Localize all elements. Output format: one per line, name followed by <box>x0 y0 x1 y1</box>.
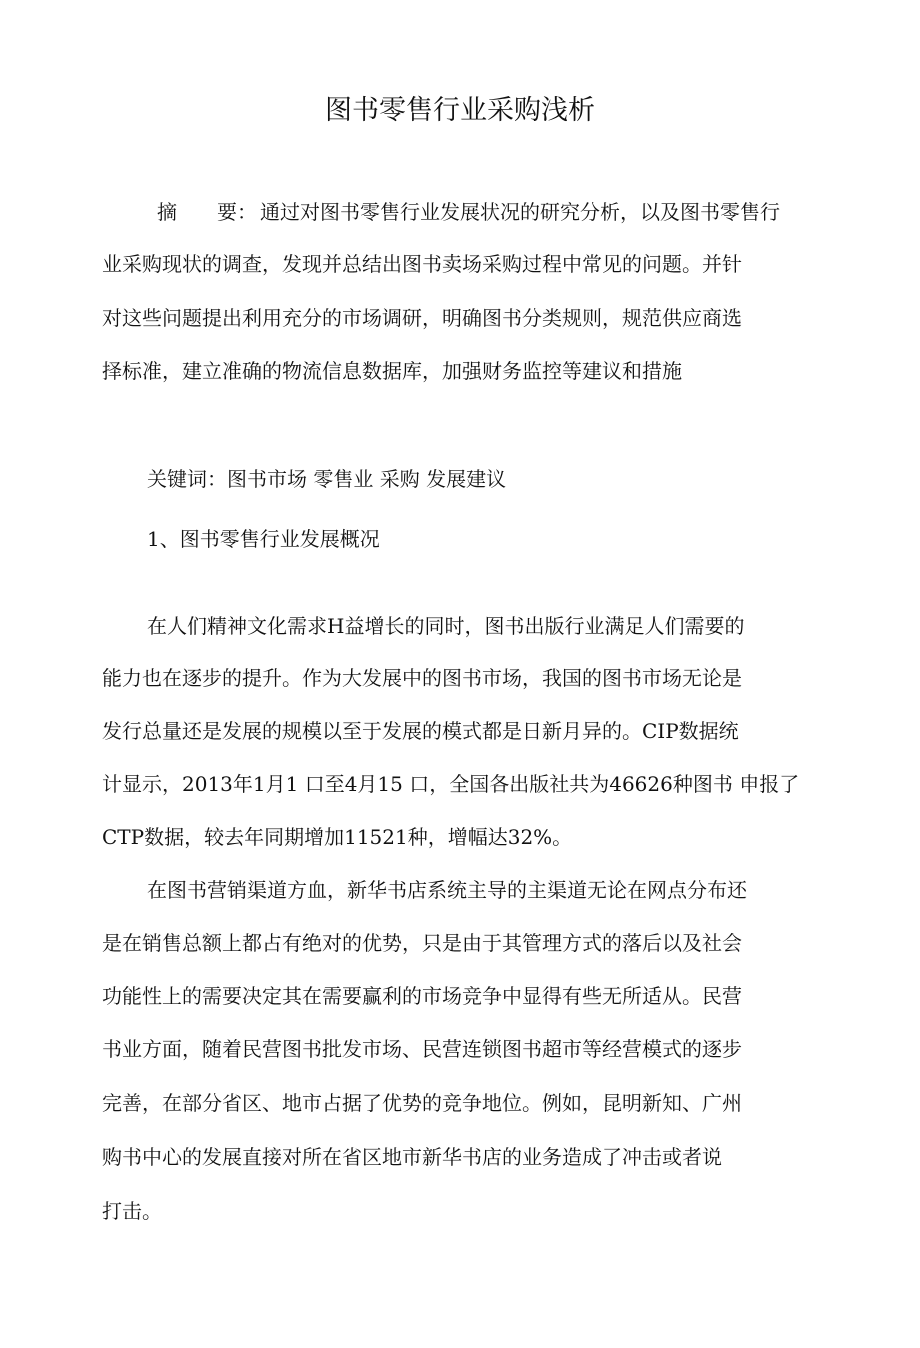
section-heading: 1、图书零售行业发展概况 <box>147 527 380 551</box>
paragraph-line: 购书中心的发展直接对所在省区地市新华书店的业务造成了冲击或者说 <box>102 1145 722 1169</box>
paragraph-line: 是在销售总额上都占有绝对的优势，只是由于其管理方式的落后以及社会 <box>102 931 742 955</box>
paragraph-line: 计显示，2013年1月1 口至4月15 口，全国各出版社共为46626种图书 申报了 <box>102 772 800 796</box>
abstract-line: 对这些问题提出利用充分的市场调研，明确图书分类规则，规范供应商选 <box>102 306 742 330</box>
paragraph-line: 书业方面，随着民营图书批发市场、民营连锁图书超市等经营模式的逐步 <box>102 1037 742 1061</box>
paragraph-line: 在人们精神文化需求H益增长的同时，图书出版行业满足人们需要的 <box>147 614 745 638</box>
abstract-line: 通过对图书零售行业发展状况的研究分析，以及图书零售行 <box>260 200 780 224</box>
document-title: 图书零售行业采购浅析 <box>325 95 595 126</box>
paragraph-line: 功能性上的需要决定其在需要赢利的市场竞争中显得有些无所适从。民营 <box>102 984 742 1008</box>
paragraph-line: CTP数据，较去年同期增加11521种，增幅达32%。 <box>102 825 573 849</box>
paragraph-line: 发行总量还是发展的规模以至于发展的模式都是日新月异的。CIP数据统 <box>102 719 739 743</box>
abstract-line: 业采购现状的调查，发现并总结出图书卖场采购过程中常见的问题。并针 <box>102 252 742 276</box>
abstract-label: 摘 要： <box>157 200 257 224</box>
paragraph-line: 在图书营销渠道方血，新华书店系统主导的主渠道无论在网点分布还 <box>147 878 747 902</box>
abstract-line: 择标准，建立准确的物流信息数据库，加强财务监控等建议和措施 <box>102 359 682 383</box>
paragraph-line: 完善，在部分省区、地市占据了优势的竞争地位。例如，昆明新知、广州 <box>102 1091 742 1115</box>
keywords: 关键词：图书市场 零售业 采购 发展建议 <box>147 467 507 491</box>
paragraph-line: 打击。 <box>102 1199 162 1223</box>
paragraph-line: 能力也在逐步的提升。作为大发展中的图书市场，我国的图书市场无论是 <box>102 666 742 690</box>
